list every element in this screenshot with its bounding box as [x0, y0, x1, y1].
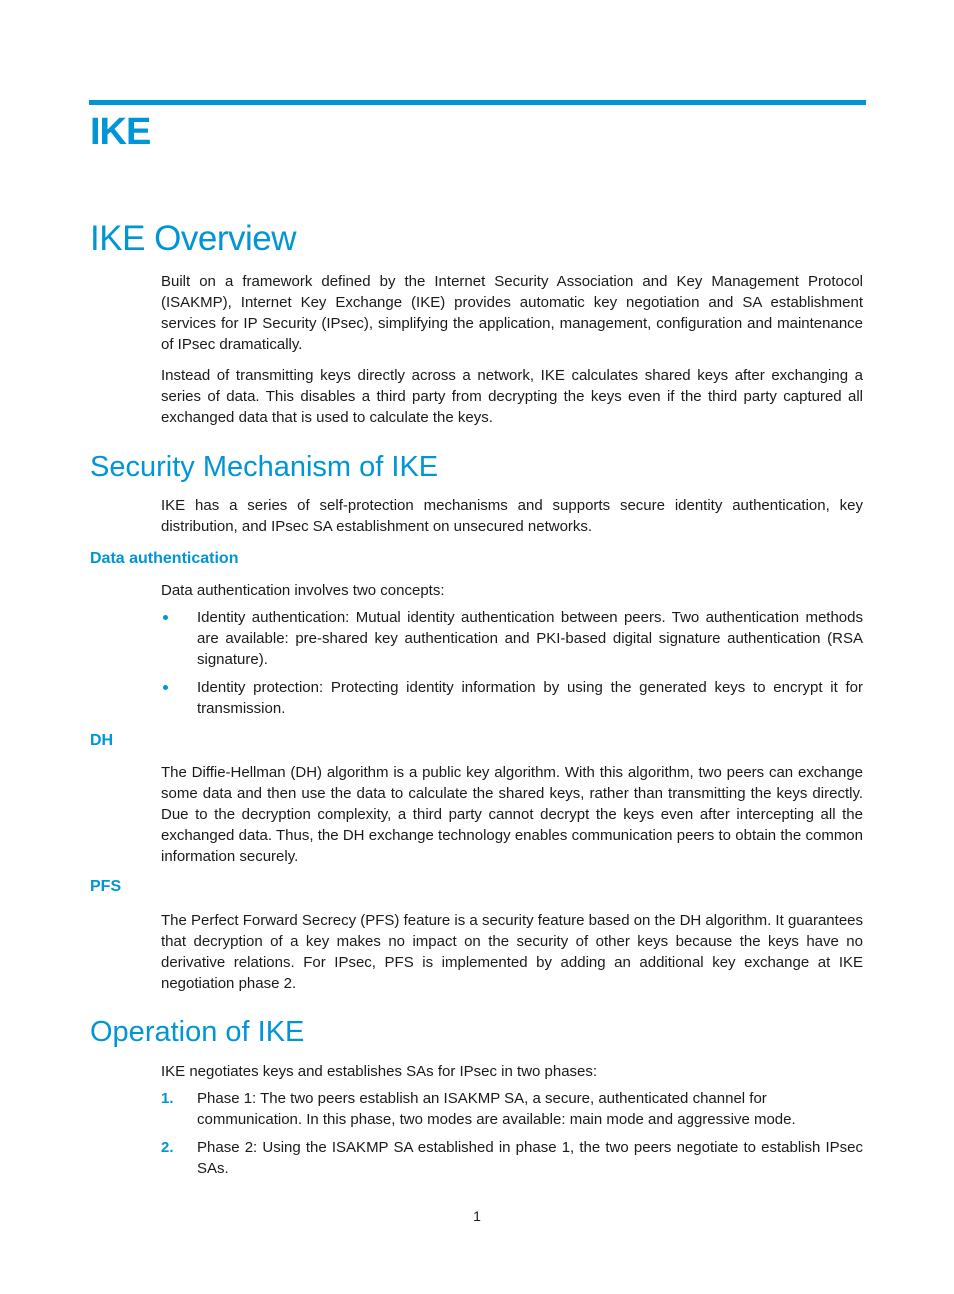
pfs-paragraph: The Perfect Forward Secrecy (PFS) feature is a security feature based on the DH algorithm. It guarantees that decryption of a key makes no impact on the security of other keys because the keys have no derivative relations. For IPsec, PFS is implemented by adding an additional key exchange at IKE negotiation phase 2. [161, 912, 863, 992]
bullet-icon [163, 685, 168, 690]
dh-paragraph: The Diffie-Hellman (DH) algorithm is a public key algorithm. With this algorithm, two peers can exchange some data and then use the data to calculate the shared keys, rather than transmitting the keys directly. Due to the decryption complexity, a third party cannot decrypt the keys even after intercepting all the exchanged data. Thus, the DH exchange technology enables communication peers to obtain the common information securely. [161, 764, 863, 865]
operation-intro: IKE negotiates keys and establishes SAs for IPsec in two phases: [161, 1063, 598, 1080]
overview-paragraph-2: Instead of transmitting keys directly across a network, IKE calculates shared keys after exchanging a series of data. This disables a third party from decrypting the keys even if the third party captured all exchanged data that is used to calculate the keys. [161, 367, 863, 426]
list-item [161, 677, 863, 719]
data-auth-intro: Data authentication involves two concepts: [161, 582, 445, 599]
overview-paragraph-1: Built on a framework defined by the Internet Security Association and Key Management Protocol (ISAKMP), Internet Key Exchange (IKE) provides automatic key negotiation and SA establishment services for IP Security (IPsec), simplifying the application, management, configuration and maintenance of IPsec dramatically. [161, 273, 863, 353]
list-item [161, 607, 863, 670]
chapter-rule [89, 100, 866, 105]
step-number: 2. [161, 1139, 174, 1156]
list-item [161, 1088, 863, 1130]
chapter-title: IKE [90, 111, 151, 153]
page-number: 1 [473, 1208, 481, 1224]
security-paragraph: IKE has a series of self-protection mechanisms and supports secure identity authentication, key distribution, and IPsec SA establishment on unsecured networks. [161, 497, 863, 535]
overview-heading: IKE Overview [90, 219, 296, 258]
operation-heading: Operation of IKE [90, 1016, 305, 1048]
dh-heading: DH [90, 732, 114, 749]
list-item-text: Identity protection: Protecting identity information by using the generated keys to encrypt it for transmission. [197, 679, 863, 717]
list-item [161, 1137, 863, 1179]
bullet-icon [163, 615, 168, 620]
security-heading: Security Mechanism of IKE [90, 451, 439, 483]
list-item-text: Phase 2: Using the ISAKMP SA established in phase 1, the two peers negotiate to establish IPsec SAs. [197, 1139, 863, 1177]
step-number: 1. [161, 1090, 174, 1107]
list-item-text: Phase 1: The two peers establish an ISAKMP SA, a secure, authenticated channel for communication. In this phase, two modes are available: main mode and aggressive mode. [197, 1090, 796, 1128]
list-item-text: Identity authentication: Mutual identity authentication between peers. Two authentication methods are available: pre-shared key authentication and PKI-based digital signature authentication (RSA signature). [197, 609, 863, 668]
data-auth-heading: Data authentication [90, 550, 239, 567]
pfs-heading: PFS [90, 878, 122, 895]
